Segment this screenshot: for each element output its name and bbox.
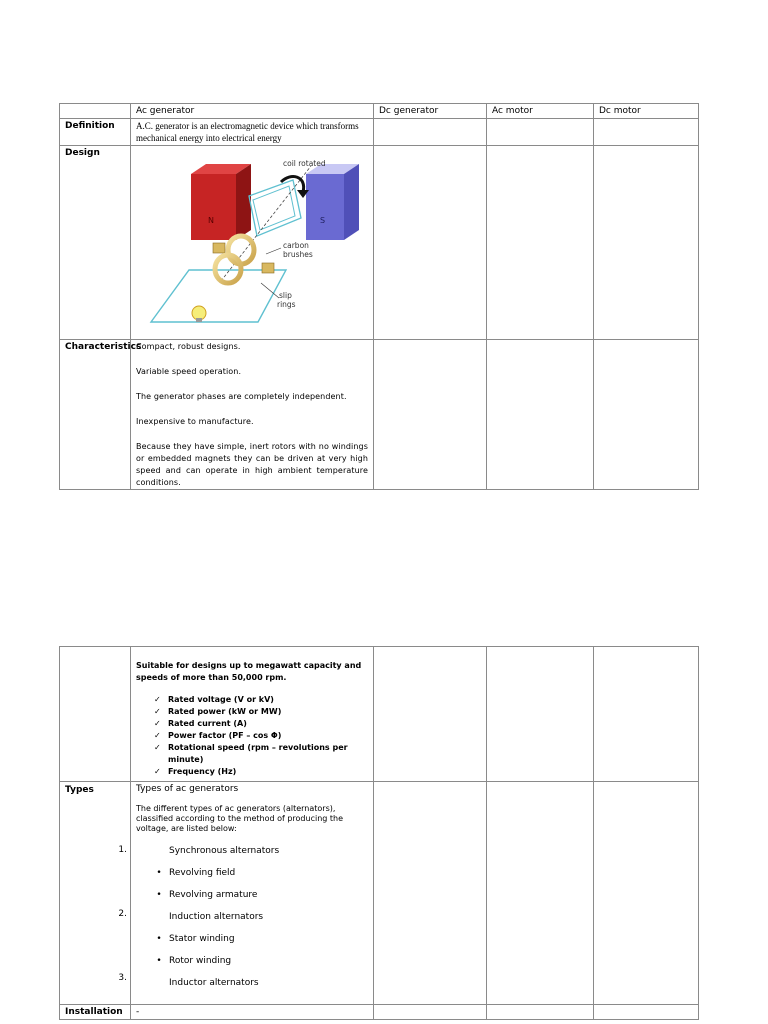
sub-type-item xyxy=(136,867,368,879)
empty-cell xyxy=(374,119,487,146)
bullet-icon: • xyxy=(156,868,162,878)
check-icon: ✓ xyxy=(154,707,161,716)
header-empty-cell xyxy=(60,104,131,119)
n-pole-label: N xyxy=(208,216,214,225)
empty-cell xyxy=(487,647,594,782)
rating-item xyxy=(154,718,368,730)
check-icon: ✓ xyxy=(154,695,161,704)
types-title: Types of ac generators xyxy=(136,784,239,794)
rating-label: Rotational speed (rpm – revolutions per minute) xyxy=(168,743,348,764)
empty-cell xyxy=(374,146,487,340)
header-ac-generator: Ac generator xyxy=(131,104,374,119)
sub-type-label: Stator winding xyxy=(169,934,235,944)
rating-item xyxy=(154,730,368,742)
empty-cell xyxy=(594,146,699,340)
empty-cell xyxy=(487,782,594,1005)
types-cell xyxy=(131,782,374,1005)
rating-label: Frequency (Hz) xyxy=(168,767,237,776)
comparison-table-bottom xyxy=(59,646,699,1020)
s-magnet-side xyxy=(344,164,359,240)
empty-cell xyxy=(374,1005,487,1020)
coil-label: coil rotated xyxy=(283,159,326,168)
empty-cell xyxy=(594,119,699,146)
characteristics-label: Characteristics xyxy=(60,340,131,490)
suitability-text: Suitable for designs up to megawatt capacity and speeds of more than 50,000 rpm. xyxy=(136,661,362,682)
carbon-brush xyxy=(262,263,274,273)
slip-ring xyxy=(215,255,241,283)
rating-label: Power factor (PF – cos Φ) xyxy=(168,731,282,740)
empty-cell xyxy=(487,1005,594,1020)
bullet-icon: • xyxy=(156,956,162,966)
rings-label: rings xyxy=(277,300,296,309)
empty-cell xyxy=(487,119,594,146)
rating-label: Rated voltage (V or kV) xyxy=(168,695,274,704)
rating-label: Rated power (kW or MW) xyxy=(168,707,282,716)
inductor-group xyxy=(136,977,368,989)
design-diagram-cell xyxy=(131,146,374,340)
bullet-icon: • xyxy=(156,890,162,900)
types-description: The different types of ac generators (alternators), classified according to the method of producing the voltage, are listed below: xyxy=(136,804,344,833)
carbon-brush xyxy=(213,243,225,253)
sub-type-item xyxy=(136,955,368,967)
definition-label: Definition xyxy=(60,119,131,146)
empty-cell xyxy=(374,782,487,1005)
check-icon: ✓ xyxy=(154,731,161,740)
brushes-label: brushes xyxy=(283,250,313,259)
bullet-icon: • xyxy=(156,934,162,944)
rating-item xyxy=(154,766,368,778)
synchronous-group xyxy=(136,845,368,901)
empty-label-cell xyxy=(60,647,131,782)
induction-group xyxy=(136,911,368,967)
type-heading: Synchronous alternators xyxy=(169,846,280,856)
types-label-text: Types xyxy=(65,785,94,795)
characteristic-item: Compact, robust designs. xyxy=(136,342,241,351)
empty-cell xyxy=(594,340,699,490)
empty-cell xyxy=(594,647,699,782)
header-dc-motor: Dc motor xyxy=(594,104,699,119)
type-heading: Induction alternators xyxy=(169,912,264,922)
leader-line xyxy=(266,248,281,254)
check-icon: ✓ xyxy=(154,743,161,752)
characteristic-item: Because they have simple, inert rotors with no windings or embedded magnets they can be driven at very high speed and can operate in high ambient temperature conditions. xyxy=(136,442,368,487)
characteristics-cell xyxy=(131,340,374,490)
sub-type-item xyxy=(136,933,368,945)
sub-type-label: Rotor winding xyxy=(169,956,232,966)
empty-cell xyxy=(374,340,487,490)
lamp-bulb xyxy=(192,306,206,320)
definition-text: A.C. generator is an electromagnetic device which transforms mechanical energy into electrical energy xyxy=(131,119,374,146)
characteristic-item: Inexpensive to manufacture. xyxy=(136,417,254,426)
sub-type-label: Revolving field xyxy=(169,868,236,878)
brushes-label: carbon xyxy=(283,241,309,250)
type-heading: Inductor alternators xyxy=(169,978,259,988)
slip-ring xyxy=(228,236,254,264)
leader-line xyxy=(261,283,279,298)
types-label xyxy=(60,782,131,1005)
rings-label: slip xyxy=(279,291,292,300)
list-number: 2. xyxy=(118,909,127,919)
installation-row xyxy=(60,1005,699,1020)
list-number: 1. xyxy=(118,845,127,855)
design-label: Design xyxy=(60,146,131,340)
installation-text: - xyxy=(131,1005,374,1020)
types-row xyxy=(60,782,699,1005)
continuation-row xyxy=(60,647,699,782)
sub-type-label: Revolving armature xyxy=(169,890,258,900)
characteristic-item: The generator phases are completely independent. xyxy=(136,392,347,401)
ratings-cell xyxy=(131,647,374,782)
check-icon: ✓ xyxy=(154,719,161,728)
sub-type-item xyxy=(136,889,368,901)
installation-label: Installation xyxy=(60,1005,131,1020)
lamp-base xyxy=(196,318,202,322)
empty-cell xyxy=(594,1005,699,1020)
header-ac-motor: Ac motor xyxy=(487,104,594,119)
rating-label: Rated current (A) xyxy=(168,719,247,728)
comparison-table-top xyxy=(59,103,699,490)
characteristic-item: Variable speed operation. xyxy=(136,367,242,376)
n-magnet xyxy=(191,174,236,240)
s-pole-label: S xyxy=(320,216,326,225)
design-row xyxy=(60,146,699,340)
definition-row xyxy=(60,119,699,146)
check-icon: ✓ xyxy=(154,767,161,776)
rating-item xyxy=(154,706,368,718)
ratings-list xyxy=(154,694,368,778)
empty-cell xyxy=(594,782,699,1005)
header-dc-generator: Dc generator xyxy=(374,104,487,119)
ac-generator-diagram xyxy=(131,146,374,335)
header-row xyxy=(60,104,699,119)
empty-cell xyxy=(487,146,594,340)
empty-cell xyxy=(487,340,594,490)
n-magnet-side xyxy=(236,164,251,240)
rating-item xyxy=(154,742,368,766)
list-number: 3. xyxy=(118,973,127,983)
empty-cell xyxy=(374,647,487,782)
rating-item xyxy=(154,694,368,706)
characteristics-row xyxy=(60,340,699,490)
s-magnet-front xyxy=(306,174,344,240)
